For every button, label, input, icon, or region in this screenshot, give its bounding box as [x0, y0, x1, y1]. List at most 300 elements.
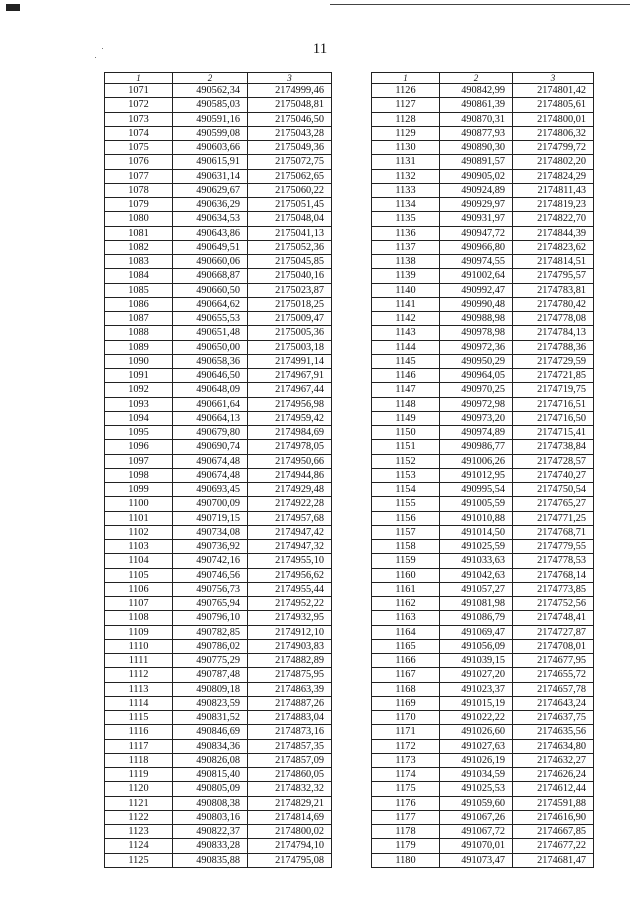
x-coordinate-cell: 490660,06	[173, 255, 248, 269]
table-row	[105, 411, 332, 425]
table-row	[372, 825, 594, 839]
table-row	[105, 796, 332, 810]
x-coordinate-cell: 490995,54	[440, 483, 513, 497]
point-number-cell: 1086	[105, 297, 173, 311]
point-number-cell: 1138	[372, 255, 440, 269]
x-coordinate-cell: 490668,87	[173, 269, 248, 283]
table-row	[105, 568, 332, 582]
y-coordinate-cell: 2174824,29	[513, 169, 594, 183]
y-coordinate-cell: 2174978,05	[248, 440, 332, 454]
x-coordinate-cell: 490808,38	[173, 796, 248, 810]
y-coordinate-cell: 2174715,41	[513, 426, 594, 440]
table-row	[372, 711, 594, 725]
x-coordinate-cell: 490796,10	[173, 611, 248, 625]
y-coordinate-cell: 2174912,10	[248, 625, 332, 639]
x-coordinate-cell: 490603,66	[173, 141, 248, 155]
y-coordinate-cell: 2174999,46	[248, 84, 332, 98]
point-number-cell: 1152	[372, 454, 440, 468]
x-coordinate-cell: 491005,59	[440, 497, 513, 511]
x-coordinate-cell: 490964,05	[440, 369, 513, 383]
y-coordinate-cell: 2174635,56	[513, 725, 594, 739]
y-coordinate-cell: 2174800,01	[513, 112, 594, 126]
y-coordinate-cell: 2175009,47	[248, 312, 332, 326]
x-coordinate-cell: 490833,28	[173, 839, 248, 853]
x-coordinate-cell: 490890,30	[440, 141, 513, 155]
x-coordinate-cell: 491025,53	[440, 782, 513, 796]
point-number-cell: 1158	[372, 540, 440, 554]
x-coordinate-cell: 490861,39	[440, 98, 513, 112]
x-coordinate-cell: 491067,26	[440, 810, 513, 824]
point-number-cell: 1163	[372, 611, 440, 625]
table-row	[105, 369, 332, 383]
point-number-cell: 1081	[105, 226, 173, 240]
point-number-cell: 1079	[105, 198, 173, 212]
y-coordinate-cell: 2174875,95	[248, 668, 332, 682]
point-number-cell: 1125	[105, 853, 173, 867]
y-coordinate-cell: 2174729,59	[513, 354, 594, 368]
table-row	[372, 141, 594, 155]
point-number-cell: 1114	[105, 696, 173, 710]
y-coordinate-cell: 2174752,56	[513, 597, 594, 611]
x-coordinate-cell: 490674,48	[173, 468, 248, 482]
x-coordinate-cell: 490660,50	[173, 283, 248, 297]
table-row	[105, 782, 332, 796]
point-number-cell: 1128	[372, 112, 440, 126]
y-coordinate-cell: 2175051,45	[248, 198, 332, 212]
x-coordinate-cell: 490786,02	[173, 639, 248, 653]
point-number-cell: 1134	[372, 198, 440, 212]
table-row	[372, 696, 594, 710]
point-number-cell: 1150	[372, 426, 440, 440]
x-coordinate-cell: 491067,72	[440, 825, 513, 839]
x-coordinate-cell: 490700,09	[173, 497, 248, 511]
point-number-cell: 1106	[105, 582, 173, 596]
coordinates-table-right	[371, 72, 594, 868]
x-coordinate-cell: 490664,62	[173, 297, 248, 311]
y-coordinate-cell: 2174873,16	[248, 725, 332, 739]
y-coordinate-cell: 2175048,04	[248, 212, 332, 226]
table-row	[372, 796, 594, 810]
y-coordinate-cell: 2174788,36	[513, 340, 594, 354]
point-number-cell: 1174	[372, 768, 440, 782]
x-coordinate-cell: 490674,48	[173, 454, 248, 468]
point-number-cell: 1154	[372, 483, 440, 497]
x-coordinate-cell: 490992,47	[440, 283, 513, 297]
point-number-cell: 1105	[105, 568, 173, 582]
y-coordinate-cell: 2174795,08	[248, 853, 332, 867]
point-number-cell: 1139	[372, 269, 440, 283]
table-row	[105, 183, 332, 197]
table-row	[372, 354, 594, 368]
x-coordinate-cell: 490664,13	[173, 411, 248, 425]
y-coordinate-cell: 2174823,62	[513, 240, 594, 254]
x-coordinate-cell: 490631,14	[173, 169, 248, 183]
y-coordinate-cell: 2174967,91	[248, 369, 332, 383]
x-coordinate-cell: 490734,08	[173, 525, 248, 539]
table-row	[372, 312, 594, 326]
point-number-cell: 1076	[105, 155, 173, 169]
table-row	[105, 340, 332, 354]
page-number: 11	[312, 41, 328, 57]
y-coordinate-cell: 2174863,39	[248, 682, 332, 696]
table-row	[105, 611, 332, 625]
x-coordinate-cell: 490679,80	[173, 426, 248, 440]
x-coordinate-cell: 490615,91	[173, 155, 248, 169]
point-number-cell: 1104	[105, 554, 173, 568]
x-coordinate-cell: 491002,64	[440, 269, 513, 283]
point-number-cell: 1162	[372, 597, 440, 611]
y-coordinate-cell: 2174794,10	[248, 839, 332, 853]
table-row	[372, 255, 594, 269]
y-coordinate-cell: 2175023,87	[248, 283, 332, 297]
x-coordinate-cell: 491033,63	[440, 554, 513, 568]
y-coordinate-cell: 2175052,36	[248, 240, 332, 254]
point-number-cell: 1072	[105, 98, 173, 112]
x-coordinate-cell: 490924,89	[440, 183, 513, 197]
y-coordinate-cell: 2174768,14	[513, 568, 594, 582]
y-coordinate-cell: 2174883,04	[248, 711, 332, 725]
point-number-cell: 1156	[372, 511, 440, 525]
x-coordinate-cell: 490966,80	[440, 240, 513, 254]
point-number-cell: 1124	[105, 839, 173, 853]
y-coordinate-cell: 2174947,32	[248, 540, 332, 554]
table-row	[105, 739, 332, 753]
table-row	[105, 155, 332, 169]
table-row	[372, 568, 594, 582]
table-row	[105, 269, 332, 283]
table-row	[105, 625, 332, 639]
x-coordinate-cell: 490877,93	[440, 126, 513, 140]
x-coordinate-cell: 490822,37	[173, 825, 248, 839]
x-coordinate-cell: 490990,48	[440, 297, 513, 311]
y-coordinate-cell: 2174738,84	[513, 440, 594, 454]
y-coordinate-cell: 2174944,86	[248, 468, 332, 482]
table-row	[105, 597, 332, 611]
y-coordinate-cell: 2174955,44	[248, 582, 332, 596]
table-row	[105, 169, 332, 183]
y-coordinate-cell: 2174882,89	[248, 654, 332, 668]
table-row	[105, 383, 332, 397]
y-coordinate-cell: 2174784,13	[513, 326, 594, 340]
table-row	[372, 411, 594, 425]
y-coordinate-cell: 2174716,51	[513, 397, 594, 411]
y-coordinate-cell: 2174721,85	[513, 369, 594, 383]
table-row	[105, 255, 332, 269]
table-row	[105, 198, 332, 212]
y-coordinate-cell: 2174765,27	[513, 497, 594, 511]
point-number-cell: 1133	[372, 183, 440, 197]
point-number-cell: 1126	[372, 84, 440, 98]
point-number-cell: 1135	[372, 212, 440, 226]
table-row	[105, 141, 332, 155]
table-row	[372, 383, 594, 397]
y-coordinate-cell: 2174959,42	[248, 411, 332, 425]
x-coordinate-cell: 490929,97	[440, 198, 513, 212]
y-coordinate-cell: 2174950,66	[248, 454, 332, 468]
y-coordinate-cell: 2175072,75	[248, 155, 332, 169]
table-row	[105, 682, 332, 696]
point-number-cell: 1148	[372, 397, 440, 411]
x-coordinate-cell: 491012,95	[440, 468, 513, 482]
point-number-cell: 1120	[105, 782, 173, 796]
y-coordinate-cell: 2174806,32	[513, 126, 594, 140]
y-coordinate-cell: 2174778,53	[513, 554, 594, 568]
point-number-cell: 1095	[105, 426, 173, 440]
table-row	[105, 354, 332, 368]
table-row	[105, 297, 332, 311]
table-row	[105, 768, 332, 782]
point-number-cell: 1094	[105, 411, 173, 425]
column-header: 2	[440, 73, 513, 84]
y-coordinate-cell: 2175018,25	[248, 297, 332, 311]
y-coordinate-cell: 2174612,44	[513, 782, 594, 796]
x-coordinate-cell: 490950,29	[440, 354, 513, 368]
y-coordinate-cell: 2175040,16	[248, 269, 332, 283]
y-coordinate-cell: 2174844,39	[513, 226, 594, 240]
x-coordinate-cell: 491042,63	[440, 568, 513, 582]
point-number-cell: 1102	[105, 525, 173, 539]
x-coordinate-cell: 491027,20	[440, 668, 513, 682]
x-coordinate-cell: 490719,15	[173, 511, 248, 525]
point-number-cell: 1108	[105, 611, 173, 625]
point-number-cell: 1084	[105, 269, 173, 283]
table-row	[105, 240, 332, 254]
point-number-cell: 1168	[372, 682, 440, 696]
x-coordinate-cell: 491027,63	[440, 739, 513, 753]
y-coordinate-cell: 2174832,32	[248, 782, 332, 796]
point-number-cell: 1116	[105, 725, 173, 739]
point-number-cell: 1085	[105, 283, 173, 297]
x-coordinate-cell: 490643,86	[173, 226, 248, 240]
table-body-left	[105, 84, 332, 868]
y-coordinate-cell: 2174822,70	[513, 212, 594, 226]
table-row	[372, 483, 594, 497]
y-coordinate-cell: 2174819,23	[513, 198, 594, 212]
x-coordinate-cell: 490831,52	[173, 711, 248, 725]
point-number-cell: 1115	[105, 711, 173, 725]
y-coordinate-cell: 2175049,36	[248, 141, 332, 155]
y-coordinate-cell: 2174929,48	[248, 483, 332, 497]
point-number-cell: 1092	[105, 383, 173, 397]
point-number-cell: 1122	[105, 810, 173, 824]
x-coordinate-cell: 490905,02	[440, 169, 513, 183]
table-row	[105, 98, 332, 112]
point-number-cell: 1087	[105, 312, 173, 326]
table-row	[372, 768, 594, 782]
table-header-row	[372, 73, 594, 84]
point-number-cell: 1167	[372, 668, 440, 682]
y-coordinate-cell: 2174956,98	[248, 397, 332, 411]
point-number-cell: 1171	[372, 725, 440, 739]
table-row	[372, 497, 594, 511]
table-row	[372, 226, 594, 240]
point-number-cell: 1077	[105, 169, 173, 183]
x-coordinate-cell: 490585,03	[173, 98, 248, 112]
table-row	[372, 525, 594, 539]
x-coordinate-cell: 491073,47	[440, 853, 513, 867]
x-coordinate-cell: 491025,59	[440, 540, 513, 554]
table-row	[105, 711, 332, 725]
point-number-cell: 1078	[105, 183, 173, 197]
table-row	[372, 269, 594, 283]
y-coordinate-cell: 2174783,81	[513, 283, 594, 297]
y-coordinate-cell: 2174667,85	[513, 825, 594, 839]
point-number-cell: 1096	[105, 440, 173, 454]
point-number-cell: 1177	[372, 810, 440, 824]
x-coordinate-cell: 491006,26	[440, 454, 513, 468]
table-row	[372, 240, 594, 254]
y-coordinate-cell: 2174773,85	[513, 582, 594, 596]
table-row	[372, 654, 594, 668]
point-number-cell: 1155	[372, 497, 440, 511]
table-row	[105, 654, 332, 668]
x-coordinate-cell: 491010,88	[440, 511, 513, 525]
y-coordinate-cell: 2174637,75	[513, 711, 594, 725]
y-coordinate-cell: 2174991,14	[248, 354, 332, 368]
y-coordinate-cell: 2174719,75	[513, 383, 594, 397]
y-coordinate-cell: 2175046,50	[248, 112, 332, 126]
table-row	[372, 611, 594, 625]
x-coordinate-cell: 491069,47	[440, 625, 513, 639]
point-number-cell: 1172	[372, 739, 440, 753]
x-coordinate-cell: 490787,48	[173, 668, 248, 682]
table-row	[105, 810, 332, 824]
y-coordinate-cell: 2174768,71	[513, 525, 594, 539]
x-coordinate-cell: 490649,51	[173, 240, 248, 254]
point-number-cell: 1073	[105, 112, 173, 126]
y-coordinate-cell: 2174947,42	[248, 525, 332, 539]
x-coordinate-cell: 490973,20	[440, 411, 513, 425]
table-row	[372, 169, 594, 183]
y-coordinate-cell: 2174829,21	[248, 796, 332, 810]
point-number-cell: 1071	[105, 84, 173, 98]
y-coordinate-cell: 2174957,68	[248, 511, 332, 525]
table-row	[372, 112, 594, 126]
x-coordinate-cell: 491022,22	[440, 711, 513, 725]
x-coordinate-cell: 490823,59	[173, 696, 248, 710]
table-row	[372, 326, 594, 340]
top-rule	[330, 4, 630, 5]
y-coordinate-cell: 2175045,85	[248, 255, 332, 269]
y-coordinate-cell: 2174634,80	[513, 739, 594, 753]
x-coordinate-cell: 490651,48	[173, 326, 248, 340]
x-coordinate-cell: 490974,55	[440, 255, 513, 269]
point-number-cell: 1098	[105, 468, 173, 482]
y-coordinate-cell: 2175005,36	[248, 326, 332, 340]
point-number-cell: 1166	[372, 654, 440, 668]
point-number-cell: 1083	[105, 255, 173, 269]
table-row	[105, 126, 332, 140]
x-coordinate-cell: 490846,69	[173, 725, 248, 739]
y-coordinate-cell: 2174778,08	[513, 312, 594, 326]
point-number-cell: 1141	[372, 297, 440, 311]
point-number-cell: 1142	[372, 312, 440, 326]
scan-corner-mark	[6, 4, 20, 11]
x-coordinate-cell: 490658,36	[173, 354, 248, 368]
y-coordinate-cell: 2174677,22	[513, 839, 594, 853]
x-coordinate-cell: 491015,19	[440, 696, 513, 710]
y-coordinate-cell: 2175060,22	[248, 183, 332, 197]
y-coordinate-cell: 2174922,28	[248, 497, 332, 511]
table-row	[372, 98, 594, 112]
column-header: 1	[105, 73, 173, 84]
y-coordinate-cell: 2174591,88	[513, 796, 594, 810]
y-coordinate-cell: 2174643,24	[513, 696, 594, 710]
point-number-cell: 1130	[372, 141, 440, 155]
x-coordinate-cell: 491086,79	[440, 611, 513, 625]
x-coordinate-cell: 490634,53	[173, 212, 248, 226]
x-coordinate-cell: 490834,36	[173, 739, 248, 753]
y-coordinate-cell: 2174932,95	[248, 611, 332, 625]
column-header: 2	[173, 73, 248, 84]
x-coordinate-cell: 491014,50	[440, 525, 513, 539]
x-coordinate-cell: 491059,60	[440, 796, 513, 810]
x-coordinate-cell: 490974,89	[440, 426, 513, 440]
x-coordinate-cell: 490988,98	[440, 312, 513, 326]
point-number-cell: 1160	[372, 568, 440, 582]
table-row	[372, 511, 594, 525]
y-coordinate-cell: 2174750,54	[513, 483, 594, 497]
column-header: 3	[513, 73, 594, 84]
table-header-row	[105, 73, 332, 84]
table-row	[105, 839, 332, 853]
coordinates-table-left	[104, 72, 332, 868]
x-coordinate-cell: 490599,08	[173, 126, 248, 140]
table-row	[105, 825, 332, 839]
table-row	[372, 554, 594, 568]
y-coordinate-cell: 2174655,72	[513, 668, 594, 682]
point-number-cell: 1109	[105, 625, 173, 639]
x-coordinate-cell: 490591,16	[173, 112, 248, 126]
column-header: 3	[248, 73, 332, 84]
table-row	[105, 468, 332, 482]
x-coordinate-cell: 490636,29	[173, 198, 248, 212]
point-number-cell: 1173	[372, 753, 440, 767]
y-coordinate-cell: 2174771,25	[513, 511, 594, 525]
y-coordinate-cell: 2175048,81	[248, 98, 332, 112]
x-coordinate-cell: 490891,57	[440, 155, 513, 169]
table-row	[105, 853, 332, 867]
point-number-cell: 1099	[105, 483, 173, 497]
x-coordinate-cell: 490661,64	[173, 397, 248, 411]
table-row	[372, 283, 594, 297]
y-coordinate-cell: 2174952,22	[248, 597, 332, 611]
table-row	[372, 725, 594, 739]
table-row	[372, 84, 594, 98]
y-coordinate-cell: 2174857,35	[248, 739, 332, 753]
point-number-cell: 1121	[105, 796, 173, 810]
x-coordinate-cell: 490693,45	[173, 483, 248, 497]
y-coordinate-cell: 2174955,10	[248, 554, 332, 568]
y-coordinate-cell: 2174857,09	[248, 753, 332, 767]
point-number-cell: 1140	[372, 283, 440, 297]
y-coordinate-cell: 2174795,57	[513, 269, 594, 283]
point-number-cell: 1178	[372, 825, 440, 839]
table-row	[105, 84, 332, 98]
point-number-cell: 1082	[105, 240, 173, 254]
x-coordinate-cell: 491039,15	[440, 654, 513, 668]
x-coordinate-cell: 490562,34	[173, 84, 248, 98]
table-row	[372, 540, 594, 554]
point-number-cell: 1136	[372, 226, 440, 240]
table-row	[372, 668, 594, 682]
column-header: 1	[372, 73, 440, 84]
point-number-cell: 1137	[372, 240, 440, 254]
table-row	[105, 440, 332, 454]
table-row	[372, 340, 594, 354]
x-coordinate-cell: 490746,56	[173, 568, 248, 582]
table-row	[105, 312, 332, 326]
